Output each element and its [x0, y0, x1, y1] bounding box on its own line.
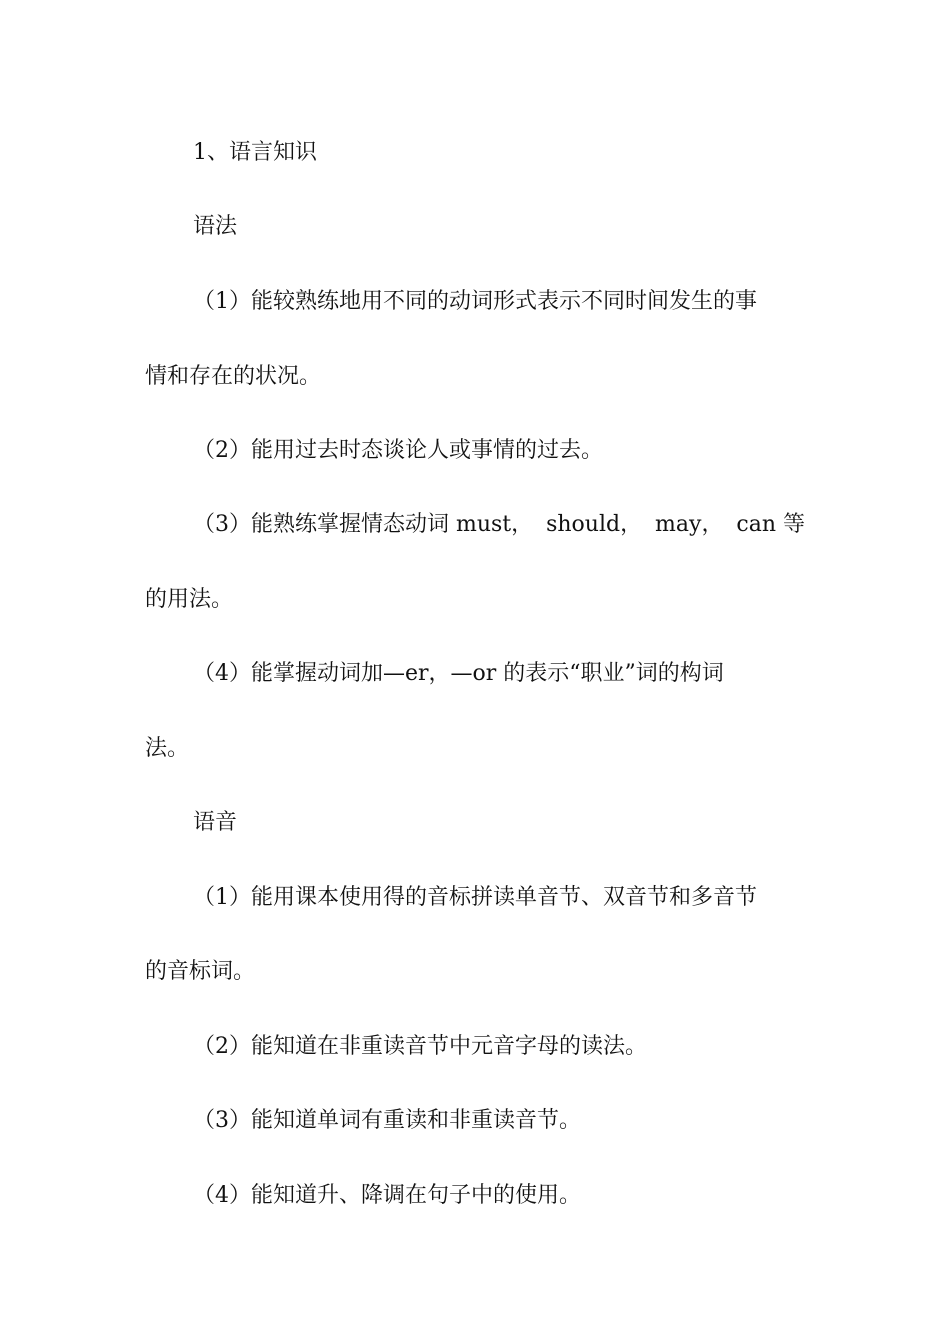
phonetics-item-1-line-2: 的音标词。: [145, 959, 256, 984]
grammar-item-1-line-2: 情和存在的状况。: [145, 364, 322, 389]
grammar-item-3-part-1: （3）能熟练掌握情态动词 must，: [193, 512, 534, 537]
grammar-item-1-line-1: （1）能较熟练地用不同的动词形式表示不同时间发生的事: [193, 289, 757, 314]
phonetics-item-2-line-1: （2）能知道在非重读音节中元音字母的读法。: [193, 1034, 647, 1059]
phonetics-item-3-line-1: （3）能知道单词有重读和非重读音节。: [193, 1108, 581, 1133]
grammar-item-2-line-1: （2）能用过去时态谈论人或事情的过去。: [193, 438, 603, 463]
grammar-subheading: 语法: [193, 214, 238, 239]
phonetics-item-1-line-1: （1）能用课本使用得的音标拼读单音节、双音节和多音节: [193, 885, 757, 910]
grammar-item-4-line-1: （4）能掌握动词加—er，—or 的表示“职业”词的构词: [193, 661, 724, 686]
grammar-item-3-part-3: may，: [655, 512, 724, 537]
grammar-item-3-line-2: 的用法。: [145, 587, 234, 612]
phonetics-item-4-line-1: （4）能知道升、降调在句子中的使用。: [193, 1183, 581, 1208]
section-heading: 1、语言知识: [193, 140, 317, 165]
grammar-item-3-part-2: should，: [546, 512, 643, 537]
phonetics-subheading: 语音: [193, 810, 238, 835]
grammar-item-3-part-4: can 等: [736, 512, 805, 537]
grammar-item-4-line-2: 法。: [145, 736, 190, 761]
grammar-item-3-line-1: [193, 510, 805, 540]
